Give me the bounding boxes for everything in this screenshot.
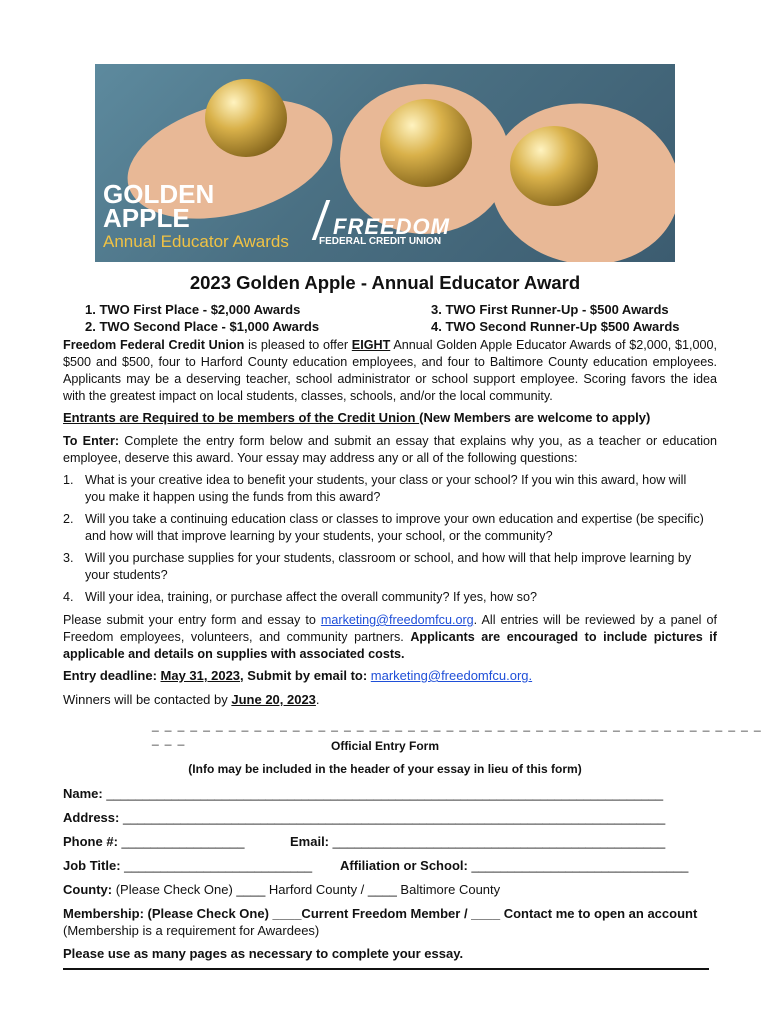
golden-apple-trophy-2 bbox=[380, 99, 472, 187]
award-item: 1. TWO First Place - $2,000 Awards bbox=[85, 302, 301, 317]
awards-left bbox=[85, 301, 319, 335]
freedom-logo-sub: FEDERAL CREDIT UNION bbox=[319, 236, 442, 247]
closing-note: Please use as many pages as necessary to complete your essay. bbox=[63, 946, 464, 961]
to-enter-paragraph: To Enter: Complete the entry form below and submit an essay that explains why you, as a teacher or education employee, deserve this award. Your essay may address any or all of the following questions: bbox=[63, 434, 717, 465]
golden-apple-trophy-1 bbox=[205, 79, 287, 157]
submission-paragraph: Please submit your entry form and essay to marketing@freedomfcu.org. All entries will be reviewed by a panel of Freedom employees, volunteers, and community partners. Applicants are encouraged to include pictures if applicable and details on supplies with associated costs. bbox=[63, 613, 717, 661]
freedom-logo-name: FREEDOM bbox=[333, 214, 450, 239]
awards-right bbox=[431, 301, 680, 335]
membership-field[interactable]: Membership: (Please Check One) ____Current Freedom Member / ____ Contact me to open an account (Membership is a requirement for Awardees) bbox=[63, 906, 698, 938]
award-item: 2. TWO Second Place - $1,000 Awards bbox=[85, 319, 320, 334]
phone-field[interactable]: Phone #: _________________ bbox=[63, 834, 245, 849]
county-field[interactable]: County: (Please Check One) ____ Harford County / ____ Baltimore County bbox=[63, 882, 501, 897]
name-field[interactable]: Name: _____________________________________________________________________________ bbox=[63, 786, 664, 801]
email-field[interactable]: Email: ______________________________________________ bbox=[290, 834, 666, 849]
award-item: 4. TWO Second Runner-Up $500 Awards bbox=[431, 319, 680, 334]
page-title: 2023 Golden Apple - Annual Educator Award bbox=[189, 272, 581, 293]
form-heading: Official Entry Form bbox=[330, 739, 440, 753]
eight-emphasis: EIGHT bbox=[351, 338, 391, 352]
membership-requirement: Entrants are Required to be members of the Credit Union (New Members are welcome to apply) bbox=[63, 410, 651, 425]
award-item: 3. TWO First Runner-Up - $500 Awards bbox=[431, 302, 669, 317]
address-field[interactable]: Address: ___________________________________________________________________________ bbox=[63, 810, 666, 825]
winners-note: Winners will be contacted by June 20, 2023. bbox=[63, 692, 320, 707]
form-note: (Info may be included in the header of your essay in lieu of this form) bbox=[188, 762, 582, 776]
bottom-rule bbox=[63, 968, 709, 970]
org-name: Freedom Federal Credit Union bbox=[63, 338, 245, 352]
intro-paragraph: Freedom Federal Credit Union is pleased to offer EIGHT Annual Golden Apple Educator Awards of $2,000, $1,000, $500 and $500, four to Harford County education employees, and four to Baltimore County education employees. Applicants may be a deserving teacher, school administrator or school support employee. Scoring favors the idea with the greatest impact on local students, classes, schools, and/or the local community. bbox=[63, 338, 717, 403]
golden-apple-logo: GOLDEN APPLE bbox=[103, 179, 215, 233]
affiliation-field[interactable]: Affiliation or School: ______________________________ bbox=[340, 858, 689, 873]
entry-deadline: Entry deadline: May 31, 2023, Submit by email to: marketing@freedomfcu.org. bbox=[63, 668, 533, 683]
deadline-email-link[interactable]: marketing@freedomfcu.org. bbox=[370, 668, 533, 683]
email-link[interactable]: marketing@freedomfcu.org bbox=[320, 613, 474, 627]
form-separator: _ _ _ _ _ _ _ _ _ _ _ _ _ _ _ _ _ _ _ _ _ _ _ _ _ _ _ _ _ _ _ _ _ _ _ _ _ _ _ _ _ _ _ _ _ _ _ _ _ _ _ bbox=[152, 718, 763, 746]
banner-image bbox=[95, 64, 675, 262]
job-title-field[interactable]: Job Title: __________________________ bbox=[63, 858, 313, 873]
golden-apple-trophy-3 bbox=[510, 126, 598, 206]
golden-apple-subtitle: Annual Educator Awards bbox=[103, 232, 289, 251]
